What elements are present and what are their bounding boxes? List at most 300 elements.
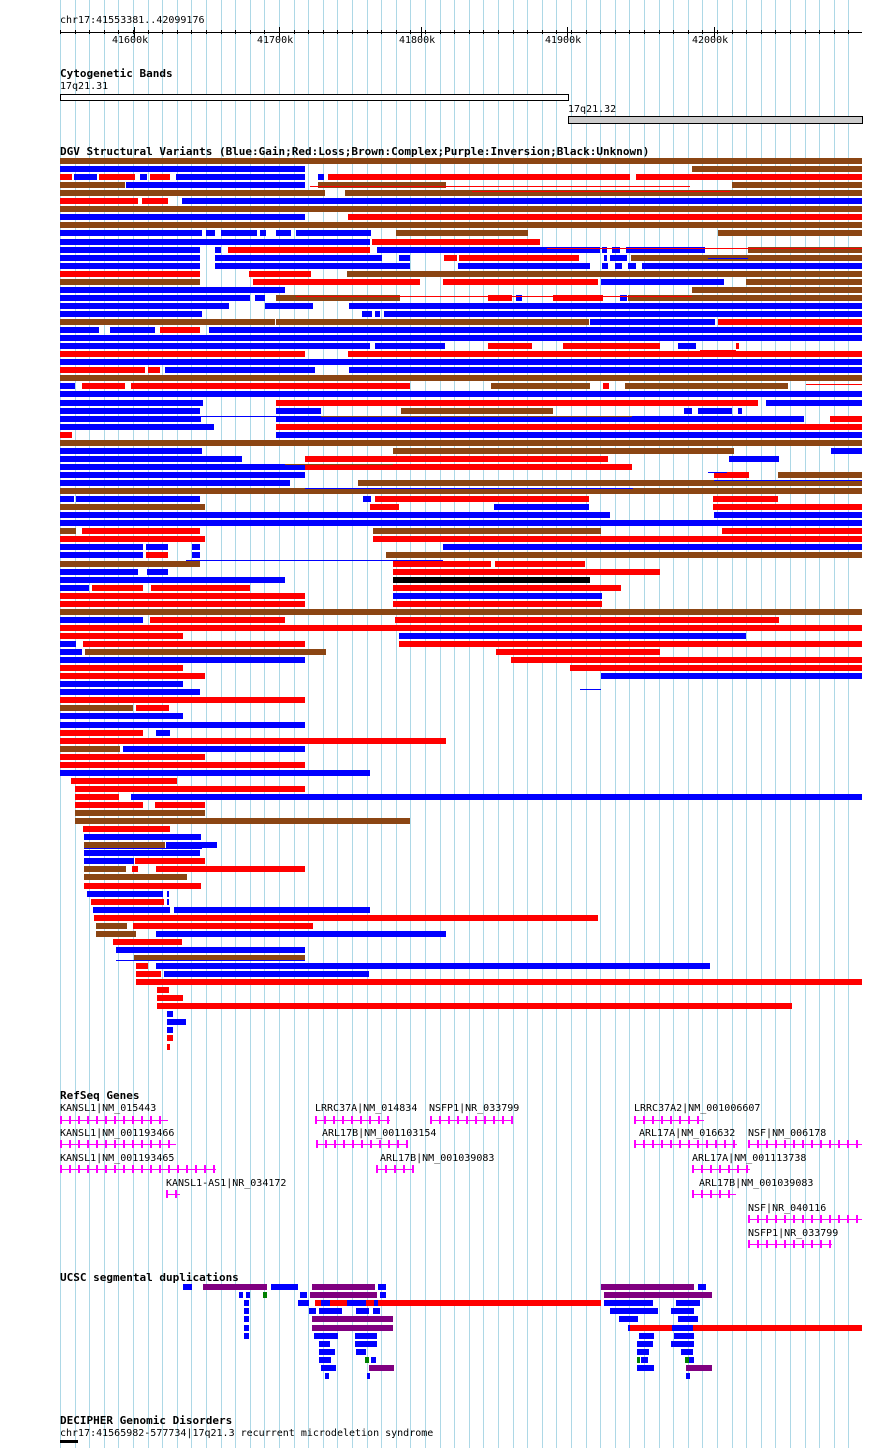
dgv-variant[interactable] (60, 174, 72, 180)
segdup-feature[interactable] (619, 1316, 638, 1322)
dgv-variant[interactable] (91, 899, 164, 905)
segdup-feature[interactable] (355, 1341, 377, 1347)
dgv-variant[interactable] (328, 174, 630, 180)
segdups-title[interactable]: UCSC segmental duplications (60, 1271, 239, 1284)
dgv-variant[interactable] (99, 174, 135, 180)
dgv-variant[interactable] (60, 722, 305, 728)
dgv-variant[interactable] (296, 230, 371, 236)
dgv-variant[interactable] (156, 963, 710, 969)
dgv-variant[interactable] (443, 544, 862, 550)
dgv-variant[interactable] (488, 343, 532, 349)
dgv-variant[interactable] (60, 633, 183, 639)
dgv-variant[interactable] (167, 899, 169, 905)
dgv-variant[interactable] (60, 375, 862, 381)
dgv-variant[interactable] (147, 569, 168, 575)
dgv-variant[interactable] (76, 496, 200, 502)
dgv-variant[interactable] (349, 367, 862, 373)
dgv-variant[interactable] (318, 174, 324, 180)
gene-line[interactable] (430, 1120, 512, 1121)
dgv-variant[interactable] (590, 319, 715, 325)
dgv-variant[interactable] (393, 569, 660, 575)
dgv-variant[interactable] (84, 850, 200, 856)
dgv-variant[interactable] (718, 230, 862, 236)
dgv-variant[interactable] (60, 206, 862, 212)
dgv-variant[interactable] (84, 874, 187, 880)
dgv-variant[interactable] (221, 230, 257, 236)
dgv-variant[interactable] (491, 383, 590, 389)
dgv-variant[interactable] (276, 432, 862, 438)
dgv-variant[interactable] (151, 585, 250, 591)
dgv-variant[interactable] (60, 464, 305, 470)
dgv-variant[interactable] (678, 343, 696, 349)
dgv-variant[interactable] (60, 239, 370, 245)
dgv-variant[interactable] (60, 585, 89, 591)
dgv-variant[interactable] (192, 544, 200, 550)
dgv-variant[interactable] (60, 158, 862, 164)
segdup-feature[interactable] (689, 1357, 694, 1363)
dgv-variant[interactable] (96, 931, 136, 937)
dgv-variant[interactable] (766, 400, 862, 406)
dgv-variant[interactable] (458, 263, 590, 269)
dgv-variant[interactable] (393, 601, 602, 607)
dgv-variant[interactable] (60, 504, 205, 510)
gene-line[interactable] (166, 1194, 180, 1195)
segdup-feature[interactable] (676, 1300, 700, 1306)
dgv-variant[interactable] (60, 480, 290, 486)
dgv-variant[interactable] (642, 263, 862, 269)
dgv-variant[interactable] (60, 649, 82, 655)
gene-label[interactable]: LRRC37A2|NM_001006607 (634, 1103, 761, 1114)
dgv-variant[interactable] (96, 923, 127, 929)
dgv-variant[interactable] (603, 383, 609, 389)
dgv-variant[interactable] (60, 569, 138, 575)
dgv-variant[interactable] (150, 174, 170, 180)
dgv-variant[interactable] (60, 343, 370, 349)
dgv-variant[interactable] (60, 166, 305, 172)
dgv-variant[interactable] (60, 222, 862, 228)
segdup-feature[interactable] (637, 1365, 654, 1371)
segdup-feature[interactable] (244, 1308, 249, 1314)
dgv-variant[interactable] (146, 544, 168, 550)
dgv-variant[interactable] (570, 665, 862, 671)
dgv-variant[interactable] (60, 762, 305, 768)
segdup-feature[interactable] (373, 1308, 380, 1314)
dgv-variant[interactable] (60, 697, 305, 703)
dgv-variant[interactable] (384, 311, 862, 317)
dgv-variant[interactable] (60, 400, 203, 406)
dgv-variant[interactable] (131, 794, 862, 800)
segdup-feature[interactable] (309, 1308, 316, 1314)
segdup-feature[interactable] (604, 1292, 712, 1298)
dgv-variant[interactable] (94, 915, 598, 921)
dgv-variant[interactable] (60, 536, 205, 542)
dgv-variant[interactable] (276, 424, 862, 430)
dgv-variant[interactable] (60, 512, 610, 518)
dgv-variant[interactable] (713, 504, 862, 510)
dgv-variant[interactable] (60, 472, 305, 478)
segdup-feature[interactable] (365, 1357, 369, 1363)
dgv-variant[interactable] (167, 1019, 186, 1025)
dgv-variant[interactable] (60, 311, 202, 317)
decipher-entry[interactable]: chr17:41565982-577734|17q21.3 recurrent microdeletion syndrome (60, 1428, 434, 1439)
dgv-variant[interactable] (305, 456, 608, 462)
dgv-variant[interactable] (174, 907, 370, 913)
dgv-variant[interactable] (136, 979, 862, 985)
dgv-variant[interactable] (84, 834, 201, 840)
dgv-variant[interactable] (393, 561, 491, 567)
dgv-variant[interactable] (692, 287, 862, 293)
dgv-variant[interactable] (399, 641, 862, 647)
segdup-feature[interactable] (356, 1308, 369, 1314)
cytoband-17q21-32[interactable] (568, 116, 863, 124)
dgv-variant[interactable] (60, 601, 305, 607)
dgv-variant[interactable] (393, 448, 734, 454)
segdup-feature[interactable] (300, 1292, 307, 1298)
dgv-variant[interactable] (167, 1044, 170, 1050)
segdup-feature[interactable] (637, 1349, 649, 1355)
dgv-variant[interactable] (60, 448, 202, 454)
dgv-variant[interactable] (157, 995, 183, 1001)
dgv-variant[interactable] (602, 263, 608, 269)
dgv-variant[interactable] (215, 255, 382, 261)
dgv-variant[interactable] (684, 408, 692, 414)
dgv-variant[interactable] (192, 552, 200, 558)
dgv-variant[interactable] (396, 230, 528, 236)
dgv-variant[interactable] (84, 866, 126, 872)
dgv-variant[interactable] (370, 504, 399, 510)
dgv-variant[interactable] (75, 794, 119, 800)
dgv-variant[interactable] (136, 971, 161, 977)
dgv-variant[interactable] (87, 891, 163, 897)
dgv-variant[interactable] (718, 319, 862, 325)
dgv-variant[interactable] (746, 279, 862, 285)
segdup-feature[interactable] (641, 1357, 648, 1363)
cytoband-17q21-31[interactable] (60, 94, 569, 101)
dgv-variant[interactable] (60, 681, 183, 687)
dgv-variant[interactable] (778, 472, 862, 478)
refseq-title[interactable]: RefSeq Genes (60, 1089, 140, 1102)
dgv-variant[interactable] (459, 255, 579, 261)
dgv-variant[interactable] (209, 327, 862, 333)
dgv-variant[interactable] (167, 891, 169, 897)
dgv-variant[interactable] (610, 255, 627, 261)
segdup-feature[interactable] (244, 1316, 249, 1322)
dgv-variant[interactable] (176, 174, 305, 180)
dgv-variant[interactable] (60, 303, 229, 309)
dgv-variant[interactable] (150, 617, 285, 623)
dgv-variant[interactable] (318, 182, 446, 188)
dgv-variant[interactable] (156, 931, 446, 937)
gene-label[interactable]: ARL17B|NM_001039083 (699, 1178, 814, 1189)
segdup-feature[interactable] (374, 1300, 378, 1306)
dgv-variant[interactable] (276, 319, 589, 325)
dgv-variant[interactable] (60, 440, 862, 446)
dgv-variant[interactable] (348, 351, 862, 357)
dgv-variant[interactable] (82, 528, 200, 534)
dgv-variant[interactable] (60, 770, 370, 776)
segdup-feature[interactable] (312, 1325, 393, 1331)
dgv-variant[interactable] (60, 319, 275, 325)
dgv-variant[interactable] (60, 657, 305, 663)
dgv-variant[interactable] (496, 649, 660, 655)
dgv-variant[interactable] (511, 657, 862, 663)
segdup-feature[interactable] (319, 1341, 330, 1347)
dgv-variant[interactable] (401, 408, 553, 414)
dgv-variant[interactable] (373, 528, 601, 534)
segdup-feature[interactable] (325, 1373, 329, 1379)
dgv-variant[interactable] (831, 448, 862, 454)
segdup-feature[interactable] (630, 1325, 862, 1331)
dgv-variant[interactable] (443, 279, 598, 285)
segdup-feature[interactable] (380, 1292, 386, 1298)
dgv-variant[interactable] (714, 512, 862, 518)
dgv-variant[interactable] (495, 561, 585, 567)
segdup-feature[interactable] (671, 1308, 694, 1314)
dgv-variant[interactable] (601, 279, 724, 285)
dgv-variant[interactable] (136, 963, 148, 969)
dgv-variant[interactable] (60, 625, 862, 631)
gene-label[interactable]: LRRC37A|NM_014834 (315, 1103, 418, 1114)
dgv-variant[interactable] (60, 335, 862, 341)
dgv-variant[interactable] (729, 456, 779, 462)
dgv-variant[interactable] (60, 367, 145, 373)
gene-label[interactable]: KANSL1|NM_001193465 (60, 1153, 175, 1164)
dgv-variant[interactable] (375, 311, 380, 317)
dgv-variant[interactable] (60, 327, 99, 333)
segdup-feature[interactable] (378, 1284, 386, 1290)
dgv-variant[interactable] (60, 456, 242, 462)
dgv-variant[interactable] (215, 247, 221, 253)
dgv-variant[interactable] (255, 295, 265, 301)
dgv-variant[interactable] (148, 367, 160, 373)
segdup-feature[interactable] (637, 1341, 653, 1347)
dgv-variant[interactable] (146, 552, 168, 558)
dgv-variant[interactable] (249, 271, 311, 277)
gene-label[interactable]: ARL17A|NM_001113738 (692, 1153, 807, 1164)
dgv-variant[interactable] (362, 311, 372, 317)
dgv-variant[interactable] (116, 947, 305, 953)
dgv-variant[interactable] (84, 883, 201, 889)
gene-line[interactable] (634, 1144, 737, 1145)
segdup-feature[interactable] (203, 1284, 267, 1290)
gene-label[interactable]: KANSL1|NM_015443 (60, 1103, 157, 1114)
dgv-variant[interactable] (60, 552, 143, 558)
dgv-variant[interactable] (60, 520, 862, 526)
segdup-feature[interactable] (678, 1316, 698, 1322)
segdup-feature[interactable] (356, 1349, 366, 1355)
dgv-variant[interactable] (260, 230, 266, 236)
segdup-feature[interactable] (319, 1308, 342, 1314)
dgv-variant[interactable] (215, 263, 410, 269)
dgv-variant[interactable] (628, 263, 636, 269)
segdup-feature[interactable] (698, 1284, 706, 1290)
segdup-feature[interactable] (321, 1365, 336, 1371)
dgv-variant[interactable] (84, 858, 134, 864)
dgv-variant[interactable] (156, 866, 305, 872)
dgv-variant[interactable] (60, 279, 200, 285)
gene-label[interactable]: NSFP1|NR_033799 (429, 1103, 520, 1114)
segdup-feature[interactable] (604, 1300, 653, 1306)
dgv-variant[interactable] (160, 327, 200, 333)
dgv-variant[interactable] (60, 689, 200, 695)
dgv-variant[interactable] (155, 802, 205, 808)
segdup-feature[interactable] (671, 1341, 694, 1347)
segdup-feature[interactable] (246, 1292, 250, 1298)
gene-label[interactable]: ARL17B|NM_001039083 (380, 1153, 495, 1164)
dgv-variant[interactable] (399, 255, 410, 261)
segdup-feature[interactable] (312, 1284, 375, 1290)
segdup-feature[interactable] (312, 1316, 393, 1322)
dgv-variant[interactable] (142, 198, 168, 204)
dgv-variant[interactable] (60, 593, 305, 599)
segdup-feature[interactable] (371, 1357, 376, 1363)
dgv-variant[interactable] (372, 239, 540, 245)
dgv-variant[interactable] (167, 1011, 173, 1017)
dgv-variant[interactable] (393, 585, 621, 591)
dgv-variant[interactable] (60, 730, 143, 736)
dgv-variant[interactable] (75, 818, 410, 824)
dgv-variant[interactable] (386, 552, 862, 558)
decipher-feature[interactable] (60, 1440, 78, 1443)
dgv-variant[interactable] (375, 343, 445, 349)
segdup-feature[interactable] (263, 1292, 267, 1298)
dgv-variant[interactable] (228, 247, 370, 253)
segdup-feature[interactable] (369, 1365, 394, 1371)
dgv-variant[interactable] (60, 617, 143, 623)
segdup-feature[interactable] (367, 1373, 370, 1379)
gene-line[interactable] (60, 1169, 216, 1170)
segdup-feature[interactable] (314, 1333, 338, 1339)
dgv-variant[interactable] (60, 295, 250, 301)
dgv-variant[interactable] (60, 665, 183, 671)
gene-label[interactable]: ARL17A|NM_016632 (639, 1128, 736, 1139)
gene-label[interactable]: NSFP1|NR_033799 (748, 1228, 839, 1239)
dgv-variant[interactable] (563, 343, 660, 349)
dgv-variant[interactable] (276, 400, 758, 406)
dgv-variant[interactable] (157, 1003, 792, 1009)
segdup-feature[interactable] (239, 1292, 243, 1298)
dgv-variant[interactable] (110, 327, 155, 333)
dgv-variant[interactable] (736, 343, 739, 349)
dgv-variant[interactable] (60, 496, 74, 502)
dgv-variant[interactable] (133, 923, 313, 929)
segdup-feature[interactable] (321, 1300, 330, 1306)
dgv-variant[interactable] (276, 230, 291, 236)
cytobands-title[interactable]: Cytogenetic Bands (60, 67, 173, 80)
dgv-variant[interactable] (615, 263, 622, 269)
dgv-variant[interactable] (348, 214, 862, 220)
gene-label[interactable]: NSF|NR_040116 (748, 1203, 827, 1214)
segdup-feature[interactable] (244, 1325, 249, 1331)
dgv-variant[interactable] (123, 746, 305, 752)
dgv-variant[interactable] (167, 1035, 173, 1041)
dgv-variant[interactable] (60, 746, 120, 752)
segdup-feature[interactable] (639, 1333, 654, 1339)
dgv-variant[interactable] (60, 432, 72, 438)
segdup-feature[interactable] (637, 1357, 640, 1363)
segdup-feature[interactable] (601, 1284, 694, 1290)
dgv-variant[interactable] (399, 633, 746, 639)
dgv-variant[interactable] (60, 247, 200, 253)
segdup-feature[interactable] (674, 1333, 694, 1339)
segdup-feature[interactable] (355, 1333, 377, 1339)
gene-label[interactable]: KANSL1-AS1|NR_034172 (166, 1178, 287, 1189)
dgv-variant[interactable] (60, 424, 214, 430)
dgv-variant[interactable] (75, 786, 305, 792)
decipher-title[interactable]: DECIPHER Genomic Disorders (60, 1414, 233, 1427)
dgv-variant[interactable] (60, 754, 205, 760)
dgv-variant[interactable] (444, 255, 457, 261)
dgv-variant[interactable] (60, 713, 183, 719)
dgv-title[interactable]: DGV Structural Variants (Blue:Gain;Red:Loss;Brown:Complex;Purple:Inversion;Black:Unknown) (60, 145, 650, 158)
segdup-feature[interactable] (183, 1284, 192, 1290)
dgv-variant[interactable] (722, 528, 862, 534)
dgv-variant[interactable] (60, 705, 133, 711)
dgv-variant[interactable] (157, 987, 169, 993)
gene-label[interactable]: NSF|NM_006178 (748, 1128, 827, 1139)
dgv-variant[interactable] (156, 730, 170, 736)
dgv-variant[interactable] (698, 408, 732, 414)
segdup-feature[interactable] (244, 1300, 249, 1306)
segdup-feature[interactable] (681, 1349, 693, 1355)
dgv-variant[interactable] (393, 577, 590, 583)
dgv-variant[interactable] (182, 198, 862, 204)
dgv-variant[interactable] (60, 255, 200, 261)
dgv-variant[interactable] (132, 866, 138, 872)
dgv-variant[interactable] (60, 230, 202, 236)
dgv-variant[interactable] (375, 496, 589, 502)
dgv-variant[interactable] (60, 190, 325, 196)
dgv-variant[interactable] (713, 496, 778, 502)
dgv-variant[interactable] (601, 673, 862, 679)
dgv-variant[interactable] (93, 907, 170, 913)
dgv-variant[interactable] (60, 359, 862, 365)
dgv-variant[interactable] (625, 383, 788, 389)
segdup-feature[interactable] (319, 1349, 335, 1355)
dgv-variant[interactable] (604, 255, 607, 261)
dgv-variant[interactable] (276, 408, 321, 414)
dgv-variant[interactable] (265, 303, 313, 309)
dgv-variant[interactable] (830, 416, 862, 422)
dgv-variant[interactable] (74, 174, 97, 180)
dgv-variant[interactable] (395, 617, 779, 623)
segdup-feature[interactable] (686, 1365, 712, 1371)
dgv-variant[interactable] (82, 383, 125, 389)
dgv-variant[interactable] (126, 182, 305, 188)
gene-label[interactable]: ARL17B|NM_001103154 (322, 1128, 437, 1139)
dgv-variant[interactable] (60, 561, 200, 567)
segdup-feature[interactable] (298, 1300, 309, 1306)
dgv-variant[interactable] (60, 351, 305, 357)
dgv-variant[interactable] (140, 174, 147, 180)
dgv-variant[interactable] (60, 544, 143, 550)
dgv-variant[interactable] (167, 1027, 173, 1033)
dgv-variant[interactable] (60, 198, 138, 204)
dgv-variant[interactable] (75, 810, 205, 816)
segdup-feature[interactable] (672, 1325, 693, 1331)
dgv-variant[interactable] (349, 303, 862, 309)
segdup-feature[interactable] (319, 1357, 331, 1363)
dgv-variant[interactable] (131, 383, 410, 389)
dgv-variant[interactable] (85, 649, 326, 655)
dgv-variant[interactable] (60, 383, 75, 389)
dgv-variant[interactable] (636, 174, 862, 180)
dgv-variant[interactable] (71, 778, 177, 784)
dgv-variant[interactable] (253, 279, 420, 285)
segdup-feature[interactable] (310, 1292, 377, 1298)
dgv-variant[interactable] (60, 214, 305, 220)
dgv-variant[interactable] (732, 182, 862, 188)
